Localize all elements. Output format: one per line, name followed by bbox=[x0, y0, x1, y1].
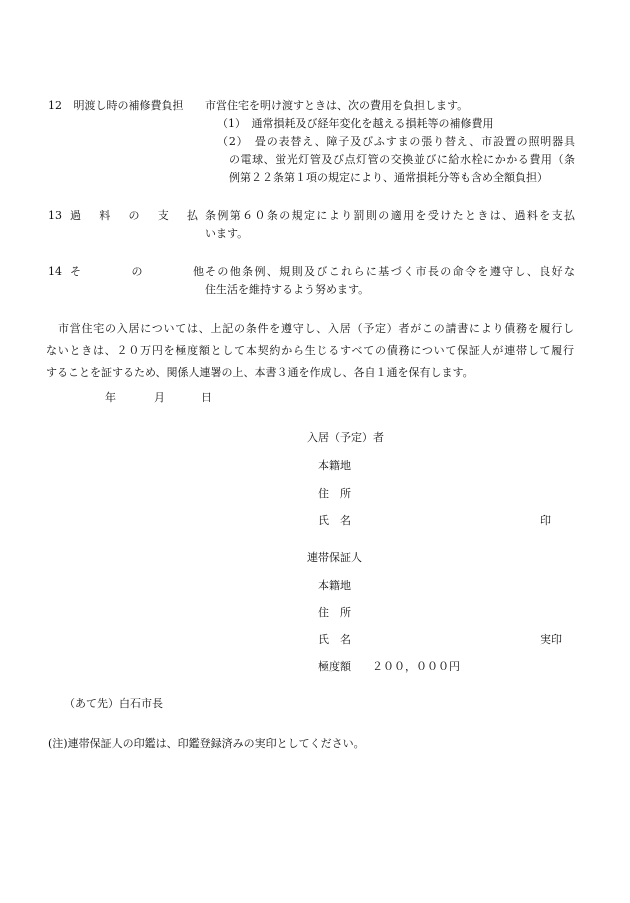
resident-name-label: 氏 名 bbox=[318, 514, 351, 527]
clause-text-line: います。 bbox=[205, 227, 249, 240]
clause-text-line: の電球、蛍光灯管及び点灯管の交換並びに給水栓にかかる費用（条 bbox=[229, 153, 575, 166]
clause-number: 12 bbox=[48, 99, 62, 112]
clause-label: そ の 他 bbox=[70, 265, 204, 278]
resident-domicile-label: 本籍地 bbox=[318, 459, 351, 472]
guarantor-heading: 連帯保証人 bbox=[307, 551, 362, 564]
declaration-paragraph bbox=[46, 318, 574, 384]
resident-address-label: 住 所 bbox=[318, 487, 351, 500]
clause-number: 13 bbox=[48, 209, 62, 222]
clause-text-line: （1） 通常損耗及び経年変化を越える損耗等の補修費用 bbox=[217, 117, 494, 130]
clause-text-line: 住生活を維持するよう努めます。 bbox=[205, 283, 370, 296]
guarantor-limit-value: ２００，０００円 bbox=[372, 660, 460, 673]
clause-label: 明渡し時の補修費負担 bbox=[73, 99, 184, 112]
clause-label: 過 料 の 支 払 bbox=[70, 209, 198, 222]
guarantor-limit-label: 極度額 bbox=[318, 660, 351, 673]
guarantor-address-label: 住 所 bbox=[318, 606, 351, 619]
addressee: （あて先）白石市長 bbox=[64, 697, 163, 710]
guarantor-seal-mark: 実印 bbox=[540, 633, 562, 646]
date-year: 年 bbox=[105, 391, 116, 404]
date-day: 日 bbox=[201, 391, 212, 404]
clause-text-line: その他条例、規則及びこれらに基づく市長の命令を遵守し、良好な bbox=[205, 265, 575, 278]
clause-text-line: 例第２２条第１項の規定により、通常損耗分等も含め全額負担） bbox=[229, 171, 548, 184]
declaration-line: ないときは、２０万円を極度額として本契約から生じるすべての債務について保証人が連帯して履行 bbox=[46, 344, 574, 357]
guarantor-limit bbox=[318, 660, 460, 673]
clause-text-line: （2） 畳の表替え、障子及びふすまの張り替え、市設置の照明器具 bbox=[217, 135, 575, 148]
clause-text-line: 市営住宅を明け渡すときは、次の費用を負担します。 bbox=[205, 99, 469, 112]
guarantor-domicile-label: 本籍地 bbox=[318, 579, 351, 592]
clause-number: 14 bbox=[48, 265, 62, 278]
declaration-line: 市営住宅の入居については、上記の条件を遵守し、入居（予定）者がこの請書により債務を履行し bbox=[58, 322, 574, 335]
guarantor-name-label: 氏 名 bbox=[318, 633, 351, 646]
resident-seal-mark: 印 bbox=[540, 514, 551, 527]
date-month: 月 bbox=[154, 391, 165, 404]
resident-heading: 入居（予定）者 bbox=[307, 431, 384, 444]
seal-note: (注)連帯保証人の印鑑は、印鑑登録済みの実印としてください。 bbox=[48, 737, 365, 750]
clause-text-line: 条例第６０条の規定により罰則の適用を受けたときは、過料を支払 bbox=[205, 209, 575, 222]
declaration-line: することを証するため、関係人連署の上、本書３通を作成し、各自１通を保有します。 bbox=[46, 366, 474, 379]
